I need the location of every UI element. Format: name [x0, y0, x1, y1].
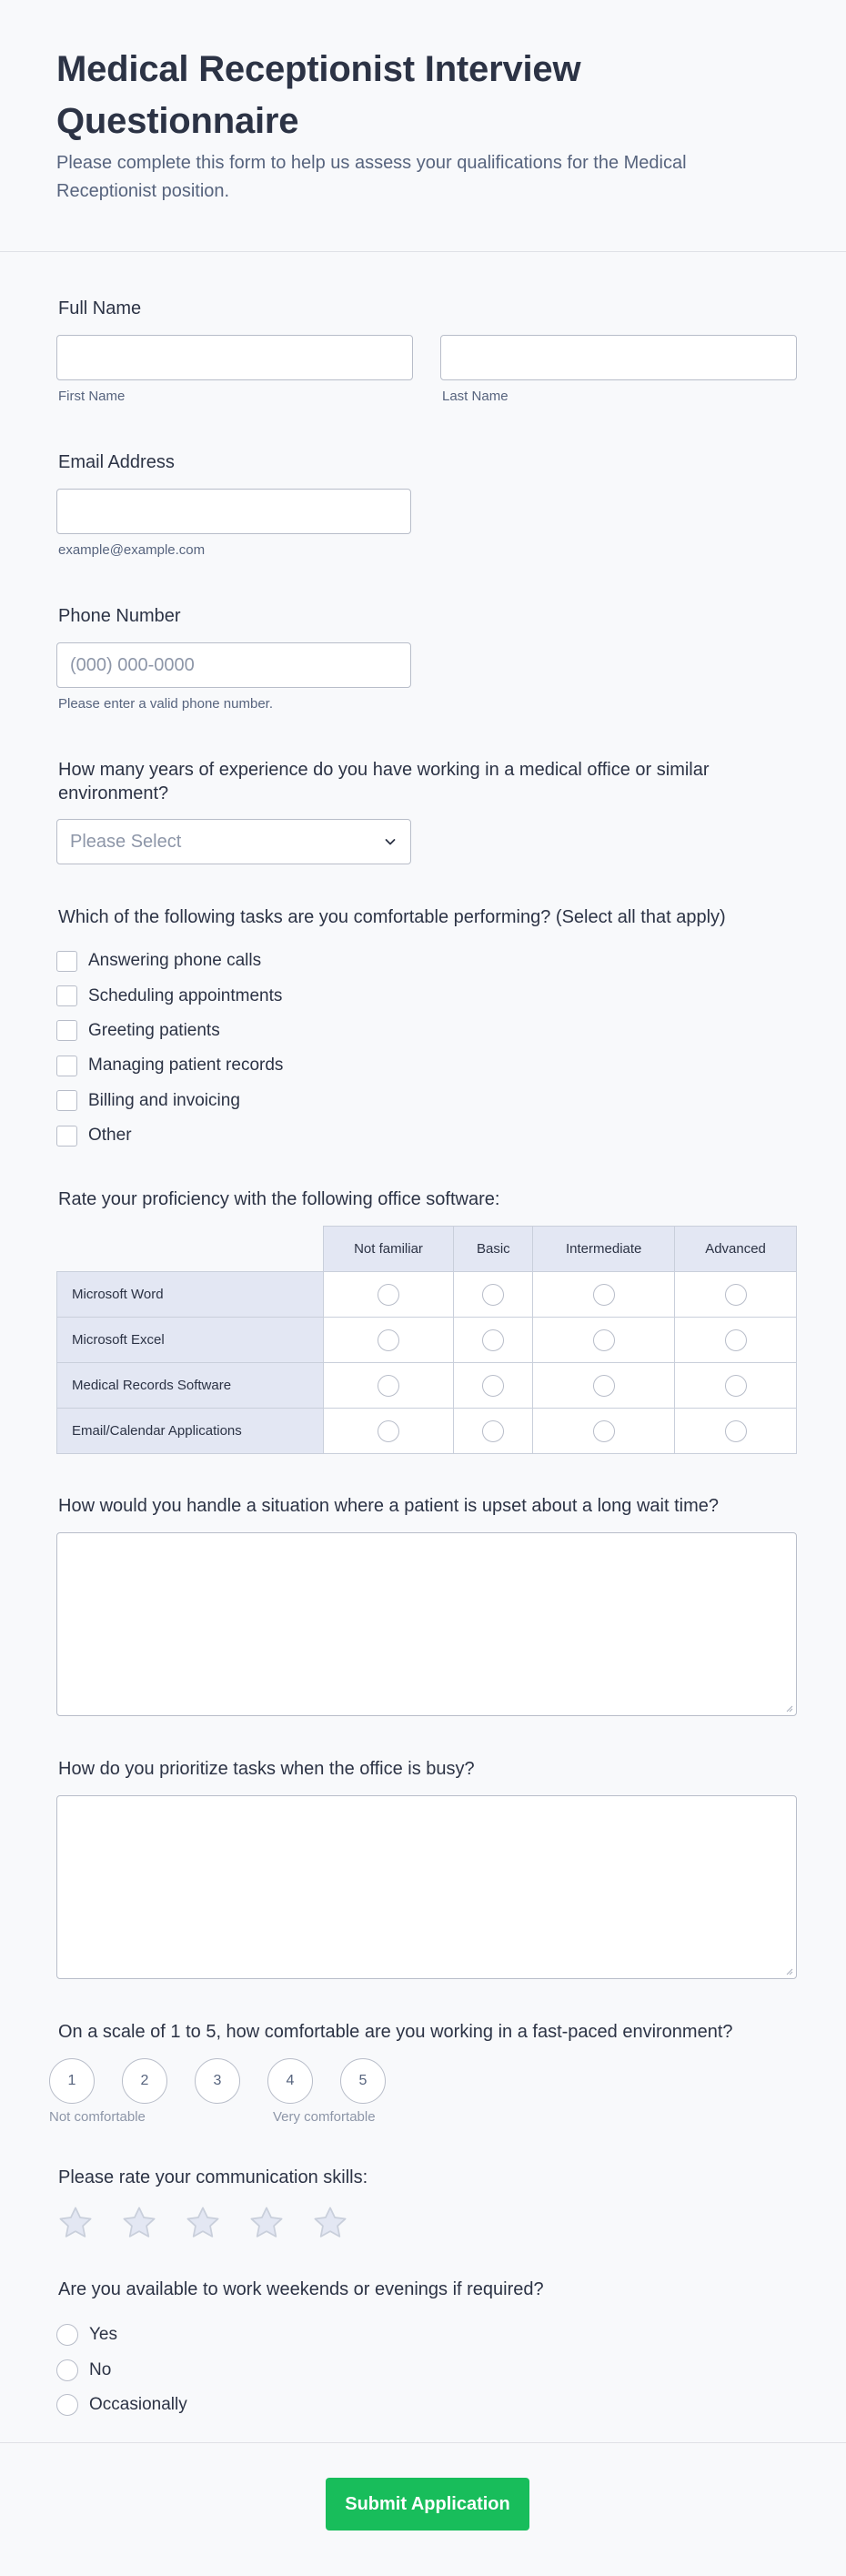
checkbox[interactable] [56, 1020, 77, 1041]
matrix-radio[interactable] [482, 1329, 504, 1351]
matrix-radio[interactable] [482, 1375, 504, 1397]
matrix-radio[interactable] [482, 1284, 504, 1306]
availability-radio-list [56, 2318, 544, 2422]
resize-handle-icon[interactable] [784, 1703, 793, 1712]
radio-button[interactable] [56, 2394, 78, 2416]
matrix-column-header: Intermediate [533, 1227, 675, 1272]
resize-handle-icon[interactable] [784, 1966, 793, 1975]
star-rating [56, 2204, 368, 2242]
tasks-checkbox-list [56, 944, 802, 1153]
availability-option[interactable] [56, 2388, 544, 2422]
form-title: Medical Receptionist Interview Questionnaire [56, 49, 581, 141]
checkbox[interactable] [56, 951, 77, 972]
task-option[interactable] [56, 1118, 802, 1153]
availability-label: Are you available to work weekends or evenings if required? [58, 2279, 544, 2299]
email-input[interactable] [56, 489, 411, 534]
matrix-row [57, 1363, 797, 1409]
task-option[interactable] [56, 1014, 802, 1048]
matrix-row-label: Microsoft Word [57, 1272, 324, 1318]
full-name-label: Full Name [58, 298, 142, 318]
matrix-radio[interactable] [482, 1420, 504, 1442]
communication-field [56, 2166, 368, 2242]
task-option-label: Scheduling appointments [88, 985, 283, 1005]
checkbox[interactable] [56, 1090, 77, 1111]
star-icon[interactable] [56, 2204, 95, 2242]
experience-select-value: Please Select [70, 831, 182, 852]
task-option-label: Other [88, 1126, 132, 1146]
chevron-down-icon [383, 834, 398, 849]
phone-label: Phone Number [58, 606, 181, 626]
matrix-radio[interactable] [725, 1329, 747, 1351]
scale-option-1[interactable]: 1 [49, 2058, 95, 2104]
matrix-row [57, 1318, 797, 1363]
task-option-label: Greeting patients [88, 1020, 220, 1040]
star-icon[interactable] [120, 2204, 158, 2242]
availability-field [56, 2278, 544, 2422]
scale-option-5[interactable]: 5 [340, 2058, 386, 2104]
email-field [56, 450, 411, 558]
form-header [0, 0, 846, 252]
upset-patient-field [56, 1494, 797, 1716]
email-sublabel: example@example.com [58, 542, 206, 558]
fast-paced-label: On a scale of 1 to 5, how comfortable are you working in a fast-paced environment? [58, 2022, 733, 2042]
scale-rating [49, 2058, 811, 2104]
task-option[interactable] [56, 1048, 802, 1083]
software-field [56, 1187, 797, 1454]
phone-input[interactable] [56, 642, 411, 688]
matrix-column-header: Basic [454, 1227, 533, 1272]
task-option-label: Answering phone calls [88, 951, 262, 971]
matrix-radio[interactable] [378, 1420, 399, 1442]
star-icon[interactable] [247, 2204, 286, 2242]
star-icon[interactable] [184, 2204, 222, 2242]
matrix-column-header: Not familiar [323, 1227, 454, 1272]
submit-button[interactable]: Submit Application [326, 2478, 529, 2531]
form-subtitle: Please complete this form to help us assess your qualifications for the Medical Receptionist position. [56, 153, 687, 201]
tasks-label: Which of the following tasks are you comfortable performing? (Select all that apply) [58, 907, 726, 927]
matrix-row [57, 1409, 797, 1454]
matrix-radio[interactable] [378, 1284, 399, 1306]
matrix-radio[interactable] [378, 1329, 399, 1351]
matrix-radio[interactable] [593, 1375, 615, 1397]
matrix-radio[interactable] [593, 1420, 615, 1442]
phone-sublabel: Please enter a valid phone number. [58, 696, 273, 712]
upset-patient-label: How would you handle a situation where a patient is upset about a long wait time? [58, 1496, 720, 1516]
matrix-row [57, 1272, 797, 1318]
full-name-field [56, 297, 797, 404]
last-name-sublabel: Last Name [442, 389, 509, 404]
matrix-radio[interactable] [593, 1284, 615, 1306]
availability-option-label: No [89, 2359, 112, 2379]
matrix-row-label: Microsoft Excel [57, 1318, 324, 1363]
last-name-input[interactable] [440, 335, 797, 380]
tasks-field [56, 905, 802, 1153]
task-option-label: Managing patient records [88, 1056, 284, 1076]
experience-label: How many years of experience do you have working in a medical office or similar environment? [58, 760, 710, 803]
matrix-column-header: Advanced [675, 1227, 797, 1272]
prioritize-field [56, 1757, 797, 1979]
availability-option-label: Yes [89, 2325, 117, 2345]
matrix-radio[interactable] [725, 1375, 747, 1397]
availability-option[interactable] [56, 2318, 544, 2352]
availability-option[interactable] [56, 2352, 544, 2387]
upset-patient-textarea[interactable] [56, 1532, 797, 1716]
task-option-label: Billing and invoicing [88, 1090, 240, 1110]
radio-button[interactable] [56, 2359, 78, 2381]
fast-paced-field [49, 2020, 811, 2131]
scale-high-caption: Very comfortable [273, 2109, 376, 2125]
first-name-sublabel: First Name [58, 389, 126, 404]
software-matrix [56, 1226, 797, 1454]
prioritize-label: How do you prioritize tasks when the office is busy? [58, 1759, 475, 1779]
scale-option-3[interactable]: 3 [195, 2058, 240, 2104]
scale-option-2[interactable]: 2 [122, 2058, 167, 2104]
experience-field [56, 758, 784, 864]
availability-option-label: Occasionally [89, 2394, 187, 2414]
first-name-input[interactable] [56, 335, 413, 380]
phone-field [56, 604, 411, 712]
software-label: Rate your proficiency with the following office software: [58, 1189, 500, 1209]
matrix-radio[interactable] [378, 1375, 399, 1397]
email-label: Email Address [58, 452, 175, 472]
checkbox[interactable] [56, 1126, 77, 1147]
radio-button[interactable] [56, 2324, 78, 2346]
scale-captions [49, 2109, 811, 2131]
scale-option-4[interactable]: 4 [267, 2058, 313, 2104]
matrix-row-label: Medical Records Software [57, 1363, 324, 1409]
star-icon[interactable] [311, 2204, 349, 2242]
communication-label: Please rate your communication skills: [58, 2167, 368, 2187]
matrix-radio[interactable] [593, 1329, 615, 1351]
footer-divider [0, 2442, 846, 2443]
matrix-row-label: Email/Calendar Applications [57, 1409, 324, 1454]
checkbox[interactable] [56, 1056, 77, 1076]
matrix-radio[interactable] [725, 1284, 747, 1306]
experience-select[interactable] [56, 819, 411, 864]
checkbox[interactable] [56, 985, 77, 1006]
matrix-corner [57, 1227, 324, 1272]
matrix-radio[interactable] [725, 1420, 747, 1442]
task-option[interactable] [56, 944, 802, 978]
prioritize-textarea[interactable] [56, 1795, 797, 1979]
scale-low-caption: Not comfortable [49, 2109, 146, 2125]
task-option[interactable] [56, 978, 802, 1013]
task-option[interactable] [56, 1084, 802, 1118]
